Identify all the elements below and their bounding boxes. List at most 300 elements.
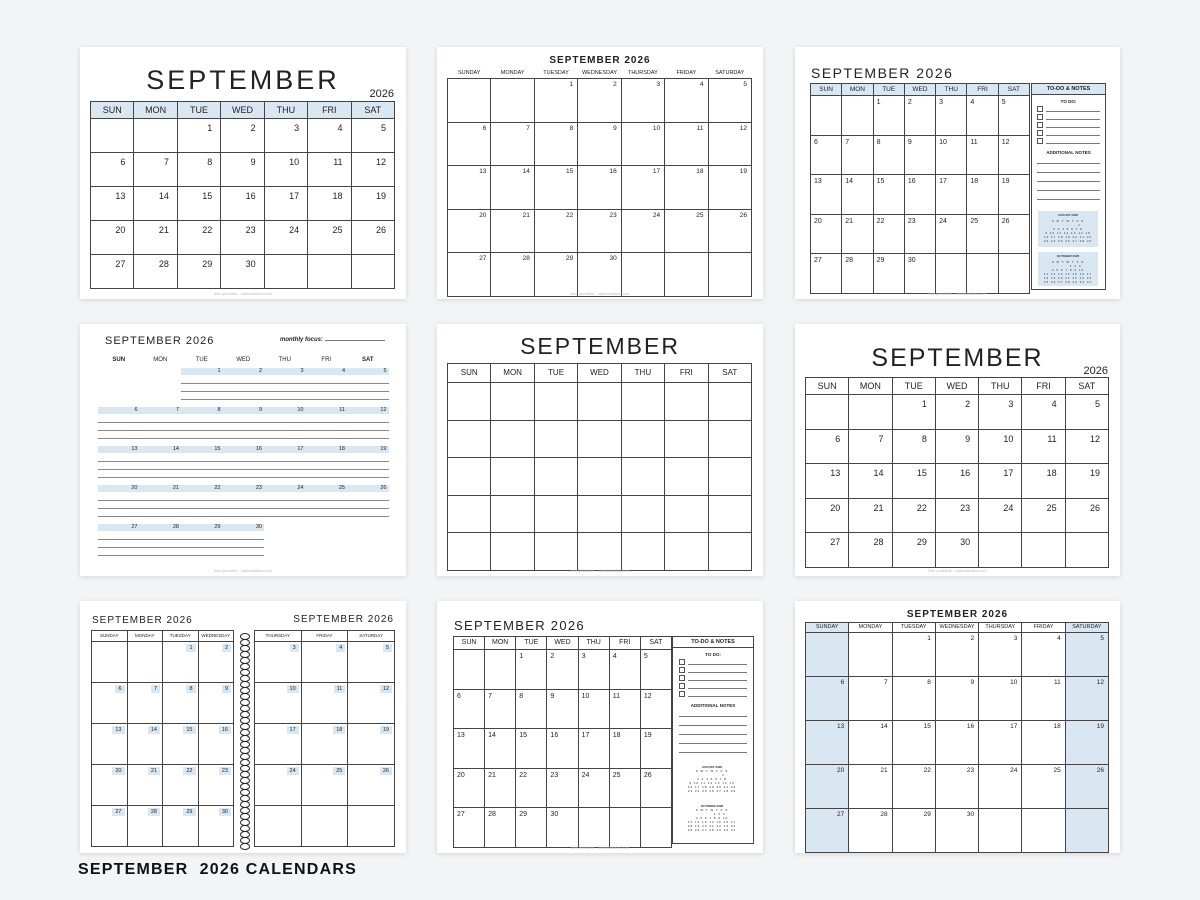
checkbox-icon[interactable] — [1037, 130, 1043, 136]
day-cell[interactable] — [264, 255, 307, 289]
day-cell[interactable] — [936, 254, 967, 294]
day-cell[interactable] — [485, 768, 516, 808]
day-cell[interactable] — [979, 498, 1022, 533]
day-cell[interactable] — [1022, 765, 1065, 809]
day-cell[interactable] — [198, 642, 234, 683]
day-cell[interactable] — [308, 187, 351, 221]
day-cell[interactable] — [621, 166, 664, 210]
day-cell[interactable] — [892, 809, 935, 853]
day-cell[interactable] — [134, 153, 177, 187]
day-cell[interactable] — [348, 683, 395, 724]
day-cell[interactable] — [806, 677, 849, 721]
day-cell[interactable] — [998, 96, 1029, 136]
day-cell[interactable] — [708, 420, 751, 458]
day-cell[interactable] — [163, 765, 199, 806]
day-cell[interactable] — [578, 79, 621, 123]
day-cell[interactable] — [904, 214, 935, 254]
day-cell[interactable] — [516, 808, 547, 848]
day-cell[interactable] — [621, 420, 664, 458]
day-cell[interactable] — [348, 724, 395, 765]
day-cell[interactable] — [936, 96, 967, 136]
day-cell[interactable] — [811, 135, 842, 175]
checkbox-icon[interactable] — [679, 683, 685, 689]
day-cell[interactable] — [547, 689, 578, 729]
day-cell[interactable] — [177, 119, 220, 153]
day-cell[interactable] — [1022, 464, 1065, 499]
day-cell[interactable] — [892, 464, 935, 499]
day-cell[interactable] — [578, 495, 621, 533]
day-cell[interactable] — [873, 214, 904, 254]
checkbox-icon[interactable] — [1037, 138, 1043, 144]
day-cell[interactable] — [301, 642, 348, 683]
day-cell[interactable] — [806, 395, 849, 430]
day-cell[interactable] — [163, 806, 199, 847]
day-cell[interactable] — [221, 153, 264, 187]
day-cell[interactable] — [811, 96, 842, 136]
day-cell[interactable] — [1065, 633, 1108, 677]
day-cell[interactable] — [308, 153, 351, 187]
day-cell[interactable] — [640, 689, 671, 729]
day-cell[interactable] — [967, 96, 998, 136]
day-cell[interactable] — [621, 495, 664, 533]
day-cell[interactable] — [609, 808, 640, 848]
day-cell[interactable] — [621, 458, 664, 496]
day-cell[interactable] — [979, 677, 1022, 721]
day-cell[interactable] — [534, 79, 577, 123]
day-cell[interactable] — [255, 642, 302, 683]
day-cell[interactable] — [892, 533, 935, 568]
day-cell[interactable] — [904, 96, 935, 136]
todo-item[interactable] — [679, 665, 747, 673]
day-cell[interactable] — [1022, 633, 1065, 677]
day-cell[interactable] — [516, 729, 547, 769]
day-cell[interactable] — [904, 135, 935, 175]
day-cell[interactable] — [163, 642, 199, 683]
day-cell[interactable] — [578, 729, 609, 769]
day-cell[interactable] — [979, 633, 1022, 677]
day-cell[interactable] — [255, 806, 302, 847]
day-cell[interactable] — [621, 383, 664, 421]
calendar-card-6[interactable] — [795, 324, 1120, 576]
day-cell[interactable] — [127, 642, 163, 683]
day-cell[interactable] — [998, 214, 1029, 254]
todo-item[interactable] — [1037, 136, 1100, 144]
calendar-card-2[interactable] — [437, 47, 763, 299]
day-cell[interactable] — [308, 221, 351, 255]
day-cell[interactable] — [935, 677, 978, 721]
day-cell[interactable] — [904, 254, 935, 294]
day-cell[interactable] — [578, 209, 621, 253]
day-cell[interactable] — [547, 729, 578, 769]
day-cell[interactable] — [91, 221, 134, 255]
day-cell[interactable] — [516, 768, 547, 808]
day-cell[interactable] — [806, 429, 849, 464]
checkbox-icon[interactable] — [1037, 106, 1043, 112]
day-cell[interactable] — [873, 96, 904, 136]
day-cell[interactable] — [873, 254, 904, 294]
day-cell[interactable] — [708, 383, 751, 421]
day-cell[interactable] — [351, 153, 394, 187]
day-cell[interactable] — [1065, 498, 1108, 533]
day-cell[interactable] — [134, 187, 177, 221]
todo-item[interactable] — [1037, 104, 1100, 112]
day-cell[interactable] — [811, 175, 842, 215]
calendar-card-5[interactable] — [437, 324, 763, 576]
todo-item[interactable] — [679, 689, 747, 697]
day-cell[interactable] — [578, 650, 609, 690]
day-cell[interactable] — [491, 458, 534, 496]
day-cell[interactable] — [578, 122, 621, 166]
day-cell[interactable] — [849, 633, 892, 677]
day-cell[interactable] — [935, 533, 978, 568]
day-cell[interactable] — [134, 221, 177, 255]
day-cell[interactable] — [967, 135, 998, 175]
day-cell[interactable] — [621, 122, 664, 166]
day-cell[interactable] — [1022, 533, 1065, 568]
day-cell[interactable] — [351, 187, 394, 221]
day-cell[interactable] — [578, 689, 609, 729]
day-cell[interactable] — [806, 533, 849, 568]
day-cell[interactable] — [485, 729, 516, 769]
day-cell[interactable] — [806, 721, 849, 765]
day-cell[interactable] — [806, 464, 849, 499]
day-cell[interactable] — [134, 255, 177, 289]
day-cell[interactable] — [448, 166, 491, 210]
day-cell[interactable] — [578, 768, 609, 808]
day-cell[interactable] — [134, 119, 177, 153]
day-cell[interactable] — [127, 724, 163, 765]
day-cell[interactable] — [198, 765, 234, 806]
day-cell[interactable] — [811, 214, 842, 254]
day-cell[interactable] — [873, 175, 904, 215]
day-cell[interactable] — [448, 253, 491, 297]
day-cell[interactable] — [198, 806, 234, 847]
day-cell[interactable] — [91, 255, 134, 289]
day-cell[interactable] — [708, 209, 751, 253]
day-cell[interactable] — [177, 255, 220, 289]
todo-item[interactable] — [679, 657, 747, 665]
day-cell[interactable] — [348, 642, 395, 683]
day-cell[interactable] — [609, 768, 640, 808]
day-cell[interactable] — [1065, 809, 1108, 853]
day-cell[interactable] — [842, 135, 873, 175]
day-cell[interactable] — [163, 724, 199, 765]
day-cell[interactable] — [92, 642, 128, 683]
day-cell[interactable] — [255, 683, 302, 724]
day-cell[interactable] — [892, 498, 935, 533]
day-cell[interactable] — [198, 724, 234, 765]
day-cell[interactable] — [665, 253, 708, 297]
day-cell[interactable] — [665, 420, 708, 458]
day-cell[interactable] — [609, 650, 640, 690]
day-cell[interactable] — [448, 458, 491, 496]
day-cell[interactable] — [264, 119, 307, 153]
day-cell[interactable] — [127, 683, 163, 724]
day-cell[interactable] — [255, 724, 302, 765]
day-cell[interactable] — [534, 166, 577, 210]
day-cell[interactable] — [708, 166, 751, 210]
day-cell[interactable] — [849, 533, 892, 568]
day-cell[interactable] — [708, 253, 751, 297]
day-cell[interactable] — [221, 255, 264, 289]
day-cell[interactable] — [454, 729, 485, 769]
day-cell[interactable] — [935, 721, 978, 765]
day-cell[interactable] — [1022, 677, 1065, 721]
day-cell[interactable] — [708, 495, 751, 533]
day-cell[interactable] — [308, 119, 351, 153]
day-cell[interactable] — [665, 383, 708, 421]
day-cell[interactable] — [448, 420, 491, 458]
day-cell[interactable] — [842, 214, 873, 254]
day-cell[interactable] — [849, 809, 892, 853]
day-cell[interactable] — [849, 765, 892, 809]
day-cell[interactable] — [1065, 464, 1108, 499]
day-cell[interactable] — [998, 254, 1029, 294]
day-cell[interactable] — [177, 187, 220, 221]
day-cell[interactable] — [348, 765, 395, 806]
day-cell[interactable] — [491, 420, 534, 458]
todo-item[interactable] — [679, 673, 747, 681]
day-cell[interactable] — [92, 806, 128, 847]
day-cell[interactable] — [448, 79, 491, 123]
day-cell[interactable] — [308, 255, 351, 289]
day-cell[interactable] — [127, 806, 163, 847]
day-cell[interactable] — [485, 689, 516, 729]
day-cell[interactable] — [708, 122, 751, 166]
day-cell[interactable] — [491, 122, 534, 166]
day-cell[interactable] — [485, 650, 516, 690]
day-cell[interactable] — [534, 122, 577, 166]
day-cell[interactable] — [351, 221, 394, 255]
day-cell[interactable] — [979, 464, 1022, 499]
day-cell[interactable] — [935, 765, 978, 809]
day-cell[interactable] — [849, 464, 892, 499]
day-cell[interactable] — [534, 533, 577, 571]
day-cell[interactable] — [348, 806, 395, 847]
day-cell[interactable] — [1022, 395, 1065, 430]
day-cell[interactable] — [665, 209, 708, 253]
day-cell[interactable] — [448, 122, 491, 166]
day-cell[interactable] — [935, 633, 978, 677]
day-cell[interactable] — [351, 255, 394, 289]
day-cell[interactable] — [448, 383, 491, 421]
day-cell[interactable] — [936, 135, 967, 175]
day-cell[interactable] — [448, 495, 491, 533]
day-cell[interactable] — [806, 633, 849, 677]
day-cell[interactable] — [665, 495, 708, 533]
checkbox-icon[interactable] — [1037, 114, 1043, 120]
day-cell[interactable] — [708, 79, 751, 123]
day-cell[interactable] — [849, 721, 892, 765]
day-cell[interactable] — [198, 683, 234, 724]
day-cell[interactable] — [640, 729, 671, 769]
day-cell[interactable] — [221, 187, 264, 221]
day-cell[interactable] — [301, 806, 348, 847]
day-cell[interactable] — [708, 458, 751, 496]
day-cell[interactable] — [516, 650, 547, 690]
day-cell[interactable] — [979, 765, 1022, 809]
day-cell[interactable] — [979, 533, 1022, 568]
day-cell[interactable] — [806, 765, 849, 809]
day-cell[interactable] — [904, 175, 935, 215]
day-cell[interactable] — [547, 768, 578, 808]
day-cell[interactable] — [534, 420, 577, 458]
day-cell[interactable] — [849, 498, 892, 533]
day-cell[interactable] — [621, 253, 664, 297]
day-cell[interactable] — [1065, 395, 1108, 430]
calendar-card-9[interactable] — [795, 601, 1120, 853]
day-cell[interactable] — [177, 153, 220, 187]
day-cell[interactable] — [842, 175, 873, 215]
day-cell[interactable] — [979, 721, 1022, 765]
day-cell[interactable] — [1065, 429, 1108, 464]
day-cell[interactable] — [708, 533, 751, 571]
day-cell[interactable] — [1065, 721, 1108, 765]
day-cell[interactable] — [873, 135, 904, 175]
day-cell[interactable] — [609, 729, 640, 769]
day-cell[interactable] — [811, 254, 842, 294]
todo-item[interactable] — [679, 681, 747, 689]
day-cell[interactable] — [578, 458, 621, 496]
day-cell[interactable] — [892, 677, 935, 721]
day-cell[interactable] — [892, 429, 935, 464]
day-cell[interactable] — [534, 253, 577, 297]
calendar-card-4[interactable] — [80, 324, 406, 576]
day-cell[interactable] — [892, 395, 935, 430]
day-cell[interactable] — [842, 254, 873, 294]
day-cell[interactable] — [665, 166, 708, 210]
day-cell[interactable] — [578, 420, 621, 458]
day-cell[interactable] — [534, 209, 577, 253]
day-cell[interactable] — [967, 175, 998, 215]
day-cell[interactable] — [621, 209, 664, 253]
day-cell[interactable] — [1022, 721, 1065, 765]
calendar-card-1[interactable] — [80, 47, 406, 299]
day-cell[interactable] — [91, 153, 134, 187]
day-cell[interactable] — [454, 768, 485, 808]
day-cell[interactable] — [1065, 677, 1108, 721]
todo-item[interactable] — [1037, 112, 1100, 120]
day-cell[interactable] — [849, 677, 892, 721]
day-cell[interactable] — [534, 458, 577, 496]
checkbox-icon[interactable] — [679, 667, 685, 673]
checkbox-icon[interactable] — [1037, 122, 1043, 128]
day-cell[interactable] — [967, 214, 998, 254]
day-cell[interactable] — [491, 383, 534, 421]
day-cell[interactable] — [454, 650, 485, 690]
day-cell[interactable] — [849, 429, 892, 464]
day-cell[interactable] — [547, 650, 578, 690]
day-cell[interactable] — [221, 221, 264, 255]
day-cell[interactable] — [979, 809, 1022, 853]
day-cell[interactable] — [264, 187, 307, 221]
day-cell[interactable] — [92, 765, 128, 806]
day-cell[interactable] — [935, 464, 978, 499]
day-cell[interactable] — [578, 253, 621, 297]
day-cell[interactable] — [578, 166, 621, 210]
day-cell[interactable] — [1065, 533, 1108, 568]
day-cell[interactable] — [91, 187, 134, 221]
day-cell[interactable] — [998, 135, 1029, 175]
day-cell[interactable] — [935, 498, 978, 533]
day-cell[interactable] — [849, 395, 892, 430]
day-cell[interactable] — [221, 119, 264, 153]
day-cell[interactable] — [665, 122, 708, 166]
todo-item[interactable] — [1037, 128, 1100, 136]
day-cell[interactable] — [491, 495, 534, 533]
calendar-card-3[interactable] — [795, 47, 1120, 299]
day-cell[interactable] — [92, 724, 128, 765]
day-cell[interactable] — [892, 721, 935, 765]
day-cell[interactable] — [491, 209, 534, 253]
day-cell[interactable] — [264, 221, 307, 255]
day-cell[interactable] — [1022, 498, 1065, 533]
day-cell[interactable] — [1022, 809, 1065, 853]
day-cell[interactable] — [936, 214, 967, 254]
day-cell[interactable] — [640, 808, 671, 848]
checkbox-icon[interactable] — [679, 691, 685, 697]
day-cell[interactable] — [547, 808, 578, 848]
day-cell[interactable] — [892, 633, 935, 677]
day-cell[interactable] — [454, 689, 485, 729]
day-cell[interactable] — [935, 429, 978, 464]
day-cell[interactable] — [301, 765, 348, 806]
day-cell[interactable] — [448, 533, 491, 571]
day-cell[interactable] — [1022, 429, 1065, 464]
day-cell[interactable] — [491, 79, 534, 123]
day-cell[interactable] — [485, 808, 516, 848]
day-cell[interactable] — [177, 221, 220, 255]
day-cell[interactable] — [979, 395, 1022, 430]
day-cell[interactable] — [163, 683, 199, 724]
day-cell[interactable] — [91, 119, 134, 153]
day-cell[interactable] — [640, 768, 671, 808]
day-cell[interactable] — [454, 808, 485, 848]
day-cell[interactable] — [806, 498, 849, 533]
day-cell[interactable] — [621, 533, 664, 571]
todo-item[interactable] — [1037, 120, 1100, 128]
day-cell[interactable] — [516, 689, 547, 729]
day-cell[interactable] — [534, 383, 577, 421]
day-cell[interactable] — [665, 458, 708, 496]
day-cell[interactable] — [806, 809, 849, 853]
day-cell[interactable] — [301, 683, 348, 724]
day-cell[interactable] — [264, 153, 307, 187]
checkbox-icon[interactable] — [679, 659, 685, 665]
day-cell[interactable] — [935, 395, 978, 430]
day-cell[interactable] — [255, 765, 302, 806]
day-cell[interactable] — [491, 533, 534, 571]
day-cell[interactable] — [1065, 765, 1108, 809]
day-cell[interactable] — [578, 383, 621, 421]
day-cell[interactable] — [534, 495, 577, 533]
day-cell[interactable] — [979, 429, 1022, 464]
day-cell[interactable] — [351, 119, 394, 153]
checkbox-icon[interactable] — [679, 675, 685, 681]
day-cell[interactable] — [448, 209, 491, 253]
day-cell[interactable] — [935, 809, 978, 853]
day-cell[interactable] — [621, 79, 664, 123]
day-cell[interactable] — [640, 650, 671, 690]
day-cell[interactable] — [665, 533, 708, 571]
day-cell[interactable] — [578, 808, 609, 848]
day-cell[interactable] — [892, 765, 935, 809]
day-cell[interactable] — [842, 96, 873, 136]
day-cell[interactable] — [665, 79, 708, 123]
calendar-card-7[interactable] — [80, 601, 406, 853]
day-cell[interactable] — [936, 175, 967, 215]
day-cell[interactable] — [967, 254, 998, 294]
